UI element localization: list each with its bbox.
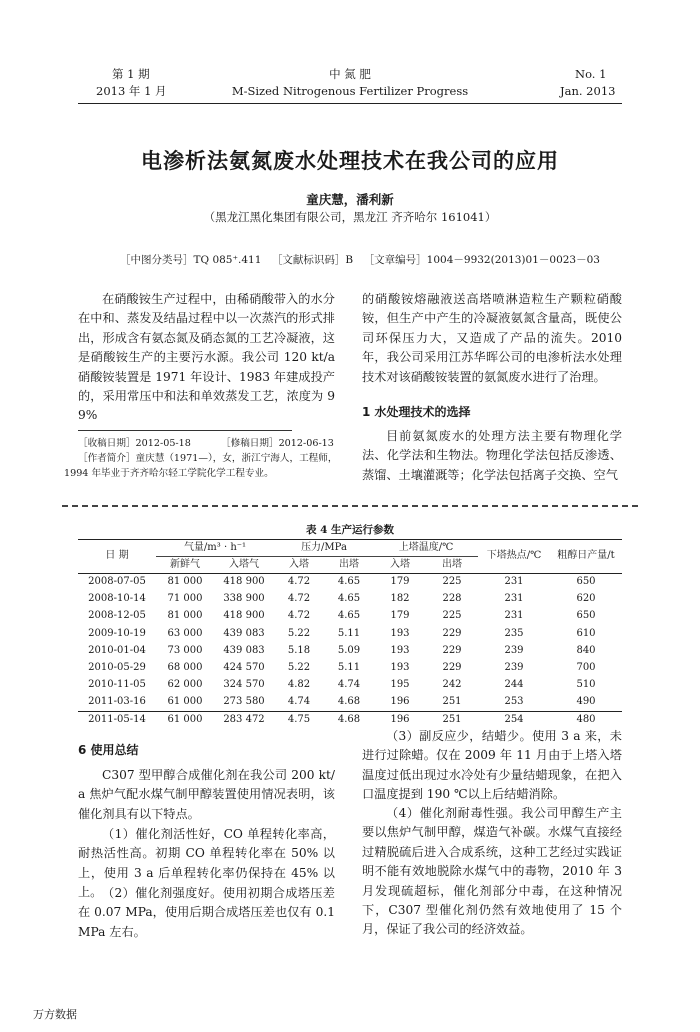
table-cell: 231 <box>504 593 524 605</box>
table-cell: 418 900 <box>223 610 265 622</box>
intro-left-paragraph: 在硝酸铵生产过程中，由稀硝酸带入的水分在中和、蒸发及结晶过程中以一次蒸汽的形式排出，形成含有氨态氮及硝态氮的工艺冷凝液，这是硝酸铵生产的主要污水源。我公司 120 kt/a 硝酸铵装置是 1971 年设计、1983 年建成投产的，采用常压中和法和单效蒸发工艺，浓度为 99% <box>78 292 335 423</box>
table-cell: 620 <box>576 593 596 605</box>
summary-paragraph-4: （3）副反应少，结蜡少。使用 3 a 来，未进行过除蜡。仅在 2009 年 11 月由于上塔入塔温度过低出现过水冷处有少量结蜡现象，在把入口温度提到 190 ℃以上后结蜡消除。 <box>362 729 622 802</box>
table-row <box>78 642 622 659</box>
table-cell: 63 000 <box>167 627 203 639</box>
table-cell: 253 <box>504 696 524 708</box>
article-authors: 童庆慧，潘利新 <box>306 192 394 207</box>
table-row <box>78 693 622 710</box>
table-cell: 81 000 <box>167 610 203 622</box>
table-cell: 229 <box>442 627 462 639</box>
table-cell: 273 580 <box>223 696 265 708</box>
table-cell: 225 <box>442 610 462 622</box>
article-title: 电渗析法氨氮废水处理技术在我公司的应用 <box>141 149 559 173</box>
section-1-heading: 1 水处理技术的选择 <box>362 405 471 419</box>
revised-date: ［修稿日期］2012-06-13 <box>221 438 334 449</box>
table-cell: 235 <box>504 627 524 639</box>
table-cell: 244 <box>504 679 524 691</box>
header-issue-en: No. 1 <box>575 67 607 81</box>
table-cell: 239 <box>504 644 524 656</box>
document-code: ［文献标识码］B <box>271 254 354 266</box>
table-cell: 283 472 <box>223 713 265 725</box>
table-cell: 193 <box>390 644 410 656</box>
table-cell: 251 <box>442 696 462 708</box>
table-cell: 480 <box>576 713 596 725</box>
table-cell: 71 000 <box>167 593 203 605</box>
table-cell: 2011-03-16 <box>88 696 146 708</box>
table-cell: 242 <box>442 679 462 691</box>
table-cell: 193 <box>390 662 410 674</box>
table-cell: 231 <box>504 610 524 622</box>
table-cell: 4.65 <box>337 576 361 588</box>
table-cell: 2008-10-14 <box>88 593 146 605</box>
col-pressure-in: 入塔 <box>274 556 324 573</box>
received-date: ［收稿日期］2012-05-18 <box>78 438 191 449</box>
table-cell: 254 <box>504 713 524 725</box>
table-cell: 4.75 <box>287 713 311 725</box>
table-cell: 650 <box>576 576 596 588</box>
table-cell: 840 <box>576 644 596 656</box>
table-row <box>78 659 622 676</box>
col-temp-in: 入塔 <box>374 556 426 573</box>
header-rule <box>78 103 622 104</box>
table-cell: 251 <box>442 713 462 725</box>
header-journal-en: M-Sized Nitrogenous Fertilizer Progress <box>231 84 469 98</box>
col-inlet-gas: 入塔气 <box>214 556 274 573</box>
table-cell: 4.72 <box>287 610 311 622</box>
author-bio-line-2: 1994 年毕业于齐齐哈尔轻工学院化学工程专业。 <box>64 468 274 479</box>
table-row <box>78 711 622 728</box>
table-cell: 229 <box>442 662 462 674</box>
table-cell: 5.18 <box>287 644 311 656</box>
table-cell: 193 <box>390 627 410 639</box>
section-6-heading: 6 使用总结 <box>78 743 139 757</box>
table-cell: 5.09 <box>337 644 361 656</box>
table-cell: 73 000 <box>167 644 203 656</box>
article-affiliation: （黑龙江黑化集团有限公司，黑龙江 齐齐哈尔 161041） <box>203 210 497 224</box>
table-cell: 4.72 <box>287 576 311 588</box>
table-bottom-rule <box>78 711 622 712</box>
table-cell: 2008-07-05 <box>88 576 146 588</box>
table-cell: 424 570 <box>223 662 265 674</box>
col-gas: 气量/m³ · h⁻¹ <box>156 539 274 556</box>
table-cell: 195 <box>390 679 410 691</box>
table-cell: 4.68 <box>337 713 361 725</box>
table-cell: 4.82 <box>287 679 311 691</box>
table-cell: 196 <box>390 696 410 708</box>
table-cell: 179 <box>390 576 410 588</box>
col-temp: 上塔温度/℃ <box>374 539 478 556</box>
table-cell: 2009-10-19 <box>88 627 146 639</box>
table-cell: 4.72 <box>287 593 311 605</box>
table-row <box>78 607 622 624</box>
table-cell: 700 <box>576 662 596 674</box>
summary-paragraph-3: （2）催化剂强度好。使用初期合成塔压差在 0.07 MPa，使用后期合成塔压差也仅有 0.1 MPa 左右。 <box>78 886 335 939</box>
table-cell: 231 <box>504 576 524 588</box>
table-cell: 490 <box>576 696 596 708</box>
table-cell: 4.65 <box>337 610 361 622</box>
header-date-en: Jan. 2013 <box>560 84 616 98</box>
table-cell: 196 <box>390 713 410 725</box>
col-date: 日 期 <box>78 539 156 573</box>
table-cell: 439 083 <box>223 627 265 639</box>
table-row <box>78 625 622 642</box>
table-row <box>78 676 622 693</box>
article-number: ［文章编号］1004－9932(2013)01－0023－03 <box>363 254 600 266</box>
table-cell: 229 <box>442 644 462 656</box>
col-hotspot: 下塔热点/℃ <box>478 539 550 573</box>
table-cell: 5.22 <box>287 662 311 674</box>
summary-paragraph-5: （4）催化剂耐毒性强。我公司甲醇生产主要以焦炉气制甲醇，煤造气补碳。水煤气直接经过精脱硫后进入合成系统，这种工艺经过实践证明不能有效地脱除水煤气中的毒物，2010 年 3 月发现硫超标，催化剂部分中毒，在这种情况下，C307 型催化剂仍然有效地使用了 15 个月，保证了我公司的经济效益。 <box>362 806 622 937</box>
table-cell: 2011-05-14 <box>88 713 146 725</box>
table-cell: 2010-05-29 <box>88 662 146 674</box>
table-cell: 61 000 <box>167 696 203 708</box>
summary-paragraph-1: C307 型甲醇合成催化剂在我公司 200 kt/a 焦炉气配水煤气制甲醇装置使用情况表明，该催化剂具有以下特点。 <box>78 768 335 821</box>
header-date: 2013 年 1 月 <box>96 84 167 98</box>
table-cell: 68 000 <box>167 662 203 674</box>
table-cell: 2010-01-04 <box>88 644 146 656</box>
table-caption: 表 4 生产运行参数 <box>305 524 395 536</box>
table-cell: 4.74 <box>337 679 361 691</box>
footnote-rule <box>78 430 292 431</box>
table-cell: 182 <box>390 593 410 605</box>
table-row <box>78 590 622 607</box>
table-cell: 510 <box>576 679 596 691</box>
table-cell: 324 570 <box>223 679 265 691</box>
col-output: 粗醇日产量/t <box>550 539 622 573</box>
header-journal-cn: 中 氮 肥 <box>329 67 371 81</box>
table-row <box>78 573 622 590</box>
table-cell: 179 <box>390 610 410 622</box>
table-cell: 62 000 <box>167 679 203 691</box>
footer-watermark: 万方数据 <box>33 1008 77 1021</box>
table-cell: 2008-12-05 <box>88 610 146 622</box>
header-issue: 第 1 期 <box>112 67 150 81</box>
table-cell: 610 <box>576 627 596 639</box>
footnote <box>64 436 338 481</box>
footnote-dates <box>78 436 338 451</box>
clc-number: ［中图分类号］TQ 085⁺.411 <box>120 254 262 266</box>
table-cell: 225 <box>442 576 462 588</box>
col-pressure: 压力/MPa <box>274 539 374 556</box>
table-cell: 5.11 <box>337 662 361 674</box>
table-cell: 4.68 <box>337 696 361 708</box>
table-cell: 4.65 <box>337 593 361 605</box>
page-break-rule <box>62 505 638 507</box>
table-cell: 4.74 <box>287 696 311 708</box>
table-cell: 5.11 <box>337 627 361 639</box>
table-cell: 228 <box>442 593 462 605</box>
table-cell: 61 000 <box>167 713 203 725</box>
table-cell: 418 900 <box>223 576 265 588</box>
production-parameters-table <box>78 539 622 728</box>
col-pressure-out: 出塔 <box>324 556 374 573</box>
table-cell: 338 900 <box>223 593 265 605</box>
table-cell: 2010-11-05 <box>88 679 146 691</box>
author-bio-line-1: ［作者简介］童庆慧（1971—），女，浙江宁海人，工程师， <box>78 453 338 464</box>
intro-right-paragraph: 的硝酸铵熔融液送高塔喷淋造粒生产颗粒硝酸铵，但生产中产生的冷凝液氨氮含量高，既使公司环保压力大，又造成了产品的流失。2010 年，我公司采用江苏华晖公司的电渗析法水处理技术对该硝酸铵装置的氨氮废水进行了治理。 <box>362 292 622 384</box>
table-cell: 5.22 <box>287 627 311 639</box>
col-fresh-gas: 新鲜气 <box>156 556 214 573</box>
section-1-paragraph: 目前氨氮废水的处理方法主要有物理化学法、化学法和生物法。物理化学法包括反渗透、蒸馏、土壤灌溉等；化学法包括离子交换、空气 <box>362 429 622 482</box>
table-cell: 439 083 <box>223 644 265 656</box>
table-cell: 650 <box>576 610 596 622</box>
col-temp-out: 出塔 <box>426 556 478 573</box>
table-cell: 239 <box>504 662 524 674</box>
classification-line <box>120 252 600 267</box>
summary-paragraph-2: （1）催化剂活性好，CO 单程转化率高，耐热活性高。初期 CO 单程转化率在 50% 以上，使用 3 a 后单程转化率仍保持在 45% 以上。 <box>78 827 335 900</box>
table-cell: 81 000 <box>167 576 203 588</box>
